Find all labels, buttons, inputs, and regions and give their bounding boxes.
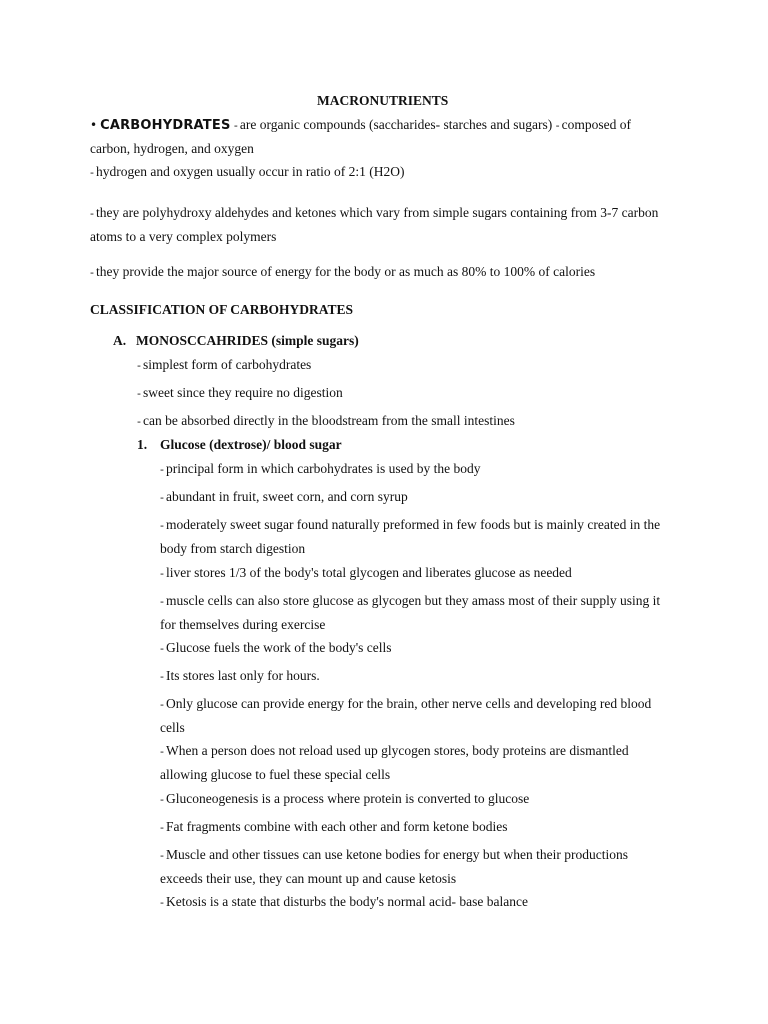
glucose-item xyxy=(160,488,408,507)
doc-title: MACRONUTRIENTS xyxy=(317,93,449,108)
glucose-item-cont: allowing glucose to fuel these special cells xyxy=(160,767,391,782)
item-text: muscle cells can also store glucose as glycogen but they amass most of their supply using it xyxy=(165,593,661,608)
dash-icon: - xyxy=(160,642,164,655)
item-text: moderately sweet sugar found naturally preformed in few foods but is mainly created in the xyxy=(165,517,661,532)
glucose-item xyxy=(160,893,528,912)
glucose-title: Glucose (dextrose)/ blood sugar xyxy=(160,437,342,452)
section-a-item xyxy=(137,356,311,375)
item-text: When a person does not reload used up glycogen stores, body proteins are dismantled xyxy=(165,743,629,758)
carbs-text-6: they provide the major source of energy for the body or as much as 80% to 100% of calories xyxy=(95,264,596,279)
dash-icon: - xyxy=(160,698,164,711)
carbs-text-1a: are organic compounds (saccharides- starches and sugars) xyxy=(239,117,553,132)
glucose-item xyxy=(160,742,629,761)
glucose-item xyxy=(160,516,660,535)
glucose-item xyxy=(160,667,320,686)
section-a-item xyxy=(137,384,343,403)
dash-icon: - xyxy=(90,166,94,179)
item-text: Only glucose can provide energy for the brain, other nerve cells and developing red blood xyxy=(165,696,652,711)
dash-icon: - xyxy=(160,745,164,758)
glucose-item-cont: cells xyxy=(160,720,185,735)
glucose-item xyxy=(160,790,529,809)
carbs-text-4: they are polyhydroxy aldehydes and ketones which vary from simple sugars containing from 3-7 carbon xyxy=(95,205,659,220)
item-text: Ketosis is a state that disturbs the body's normal acid- base balance xyxy=(165,894,528,909)
glucose-heading xyxy=(137,436,342,454)
glucose-item xyxy=(160,592,660,611)
item-text: principal form in which carbohydrates is used by the body xyxy=(165,461,481,476)
dash-icon: - xyxy=(160,896,164,909)
dash-icon: - xyxy=(555,119,560,132)
glucose-item xyxy=(160,639,392,658)
dash-icon: - xyxy=(160,793,164,806)
item-text: Muscle and other tissues can use ketone bodies for energy but when their productions xyxy=(165,847,628,862)
glucose-item xyxy=(160,564,572,583)
glucose-item xyxy=(160,695,651,714)
carbs-heading: CARBOHYDRATES xyxy=(100,118,231,133)
glucose-item xyxy=(160,460,481,479)
dash-icon: - xyxy=(233,119,238,132)
dash-icon: - xyxy=(90,266,94,279)
item-text: abundant in fruit, sweet corn, and corn syrup xyxy=(165,489,408,504)
dash-icon: - xyxy=(160,595,164,608)
glucose-item xyxy=(160,846,628,865)
item-text: liver stores 1/3 of the body's total glycogen and liberates glucose as needed xyxy=(165,565,572,580)
dash-icon: - xyxy=(137,415,141,428)
item-text: can be absorbed directly in the bloodstream from the small intestines xyxy=(142,413,515,428)
dash-icon: - xyxy=(160,463,164,476)
glucose-item-cont: for themselves during exercise xyxy=(160,617,326,632)
dash-icon: - xyxy=(160,849,164,862)
section-a-label: A. xyxy=(113,333,127,348)
carbs-line-1 xyxy=(90,116,631,135)
dash-icon: - xyxy=(160,491,164,504)
item-text: Gluconeogenesis is a process where protein is converted to glucose xyxy=(165,791,530,806)
glucose-item xyxy=(160,818,508,837)
dash-icon: - xyxy=(137,359,141,372)
item-text: sweet since they require no digestion xyxy=(142,385,343,400)
carbs-line-6 xyxy=(90,263,595,282)
carbs-line-5: atoms to a very complex polymers xyxy=(90,229,277,244)
bullet-icon: • xyxy=(90,118,98,132)
item-text: Its stores last only for hours. xyxy=(165,668,320,683)
glucose-item-cont: body from starch digestion xyxy=(160,541,306,556)
carbs-line-2: carbon, hydrogen, and oxygen xyxy=(90,141,254,156)
section-a-item xyxy=(137,412,515,431)
classification-heading: CLASSIFICATION OF CARBOHYDRATES xyxy=(90,302,354,317)
carbs-text-3: hydrogen and oxygen usually occur in ratio of 2:1 (H2O) xyxy=(95,164,405,179)
dash-icon: - xyxy=(160,567,164,580)
carbs-line-3 xyxy=(90,163,405,182)
section-a-title: MONOSCCAHRIDES (simple sugars) xyxy=(136,333,359,348)
dash-icon: - xyxy=(160,821,164,834)
dash-icon: - xyxy=(90,207,94,220)
glucose-item-cont: exceeds their use, they can mount up and cause ketosis xyxy=(160,871,457,886)
item-text: Glucose fuels the work of the body's cells xyxy=(165,640,392,655)
item-text: simplest form of carbohydrates xyxy=(142,357,312,372)
carbs-text-1b: composed of xyxy=(561,117,631,132)
item-text: Fat fragments combine with each other and form ketone bodies xyxy=(165,819,508,834)
carbs-line-4 xyxy=(90,204,658,223)
section-a-heading xyxy=(113,332,359,350)
dash-icon: - xyxy=(160,670,164,683)
dash-icon: - xyxy=(137,387,141,400)
dash-icon: - xyxy=(160,519,164,532)
glucose-number: 1. xyxy=(137,437,148,452)
